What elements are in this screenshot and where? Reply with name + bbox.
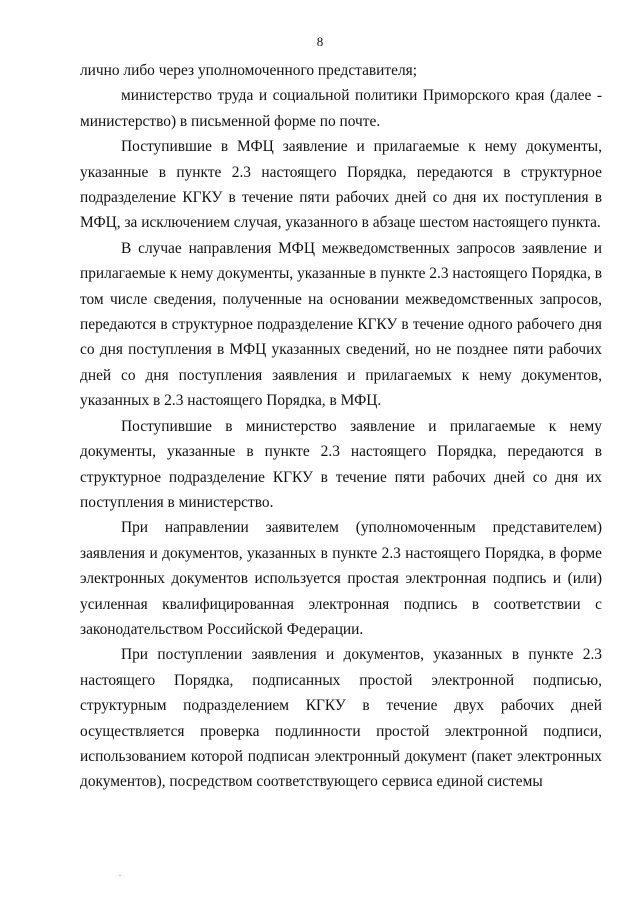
document-body bbox=[80, 58, 602, 795]
paragraph-continuation: лично либо через уполномоченного представителя; bbox=[80, 62, 417, 79]
scan-speck bbox=[119, 875, 121, 876]
paragraph-ministry-transfer: Поступившие в министерство заявление и прилагаемые к нему документы, указанные в пункте 2.3 настоящего Порядка, передаются в структурное подразделение КГКУ в течение пяти рабочих дней со дня их поступления в министерство. bbox=[80, 417, 602, 511]
paragraph-signature-verification: При поступлении заявления и документов, указанных в пункте 2.3 настоящего Порядка, подписанных простой электронной подписью, структурным подразделением КГКУ в течение двух рабочих дней осуществляется проверка подлинности простой электронной подписи, использованием которой подписан электронный документ (пакет электронных документов), посредством соответствующего сервиса единой системы bbox=[80, 646, 602, 791]
paragraph-mfc-transfer: Поступившие в МФЦ заявление и прилагаемые к нему документы, указанные в пункте 2.3 настоящего Порядка, передаются в структурное подразделение КГКУ в течение пяти рабочих дней со дня их поступления в МФЦ, за исключением случая, указанного в абзаце шестом настоящего пункта. bbox=[80, 138, 602, 232]
page-number: 8 bbox=[316, 34, 324, 49]
paragraph-electronic-signature: При направлении заявителем (уполномоченным представителем) заявления и документов, указанных в пункте 2.3 настоящего Порядка, в форме электронных документов используется простая электронная подпись и (или) усиленная квалифицированная электронная подпись в соответствии с законодательством Российской Федерации. bbox=[80, 519, 602, 638]
paragraph-ministry-by-mail: министерство труда и социальной политики Приморского края (далее - министерство) в письменной форме по почте. bbox=[80, 87, 602, 130]
paragraph-interagency-requests: В случае направления МФЦ межведомственных запросов заявление и прилагаемые к нему документы, указанные в пункте 2.3 настоящего Порядка, в том числе сведения, полученные на основании межведомственных запросов, передаются в структурное подразделение КГКУ в течение одного рабочего дня со дня поступления в МФЦ указанных сведений, но не позднее пяти рабочих дней со дня поступления заявления и прилагаемых к нему документов, указанных в 2.3 настоящего Порядка, в МФЦ. bbox=[80, 239, 602, 410]
